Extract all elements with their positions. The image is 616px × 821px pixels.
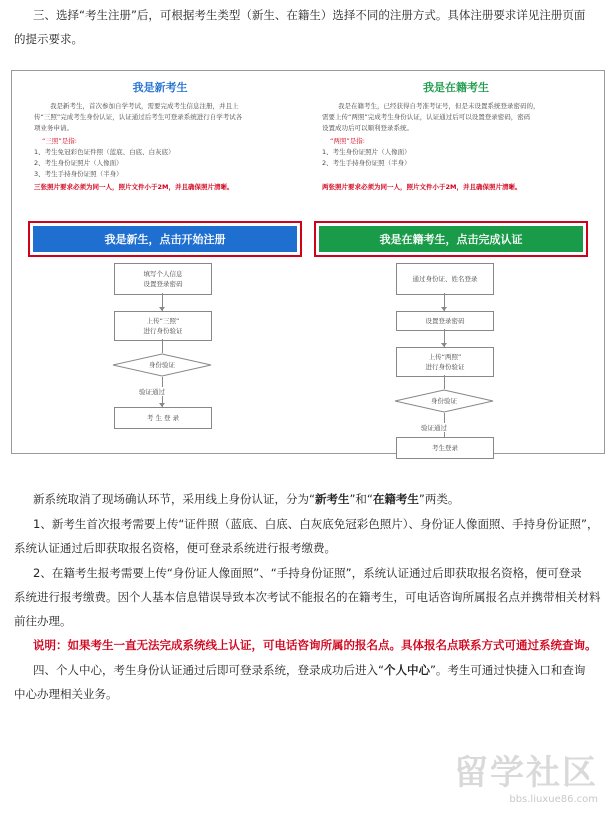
body-paragraph-2-line-1: 1、新考生首次报考需要上传“证件照（蓝底、白底、白灰底免冠彩色照片）、身份证人像面照、手持身份证照”，: [33, 517, 599, 531]
watermark-logo: 留学社区: [454, 753, 598, 793]
body-paragraph-3-line-3: 前往办理。: [14, 614, 72, 628]
flow-pass-label-right: 验证通过: [421, 424, 447, 432]
body-paragraph-3-line-2: 系统进行报考缴费。因个人基本信息错误导致本次考试不能报名的在籍考生，可电话咨询所属报名点并携带相关材料: [14, 590, 601, 604]
new-student-title: 我是新考生: [132, 81, 188, 94]
complete-authentication-button[interactable]: 我是在籍考生，点击完成认证: [319, 226, 583, 252]
flow-login-right: 考生登录: [396, 437, 494, 459]
intro-line-2: 的提示要求。: [14, 32, 83, 46]
flow-fill-info: 填写个人信息 设置登录密码: [114, 263, 212, 295]
body-paragraph-4-line-1: 四、个人中心，考生身份认证通过后即可登录系统，登录成功后进入“个人中心”。考生可通过快捷入口和查询: [33, 663, 586, 677]
registration-figure: [11, 70, 605, 454]
watermark: [454, 745, 598, 805]
new-student-button-frame: [28, 221, 302, 257]
enrolled-student-desc: 我是在籍考生，已经获得自考准考证号，但是未设置系统登录密码的， 需要上传“两照”完成考生身份认证，认证通过后可以设置登录密码，密码 设置成功后可以顺利登录系统。 “两照”是指: 1、考生身份证照片（人像面） 2、考生手持身份证照（半身） 两张照片要求必须为同一人，照片文件小于2M，并且确保照片清晰。: [322, 102, 540, 191]
body-paragraph-3-line-1: 2、在籍考生报考需要上传“身份证人像面照”、“手持身份证照”，系统认证通过后即获取报名资格，便可登录: [33, 566, 582, 580]
flow-verify-label-right: 身份验证: [431, 397, 457, 405]
flow-login: 考 生 登 录: [114, 407, 212, 429]
enrolled-student-title: 我是在籍考生: [423, 81, 489, 94]
note-text: 说明：如果考生一直无法完成系统线上认证，可电话咨询所属的报名点。具体报名点联系方式可通过系统查询。: [33, 638, 597, 652]
intro-line-1: 三、选择“考生注册”后，可根据考生类型（新生、在籍生）选择不同的注册方式。具体注册要求详见注册页面: [33, 8, 586, 22]
new-student-desc: 我是新考生，首次参加自学考试，需要完成考生信息注册，并且上 传“三照”完成考生身份认证，认证通过后考生可登录系统进行自学考试各 项业务申请。 “三照”是指: 1、考生免冠彩色证件照（蓝底、白底、白灰底） 2、考生身份证照片（人像面） 3、考生手持身份证照（半身） 三张照片要求必须为同一人，照片文件小于2M，并且确保照片清晰。: [34, 102, 243, 191]
flow-upload-three-photos: 上传“三照” 进行身份验证: [114, 311, 212, 341]
enrolled-student-button-frame: [314, 221, 588, 257]
flow-id-login: 通过身份证、姓名登录: [396, 263, 494, 295]
flow-upload-two-photos: 上传“两照” 进行身份验证: [396, 347, 494, 377]
body-paragraph-1: 新系统取消了现场确认环节，采用线上身份认证，分为“新考生”和“在籍考生”两类。: [33, 492, 460, 506]
flow-pass-label: 验证通过: [139, 388, 165, 396]
start-registration-button[interactable]: 我是新生，点击开始注册: [33, 226, 297, 252]
body-paragraph-4-line-2: 中心办理相关业务。: [14, 687, 118, 701]
flow-verify-label: 身份验证: [149, 361, 175, 369]
watermark-url: bbs.liuxue86.com: [509, 794, 598, 805]
flow-set-password: 设置登录密码: [396, 311, 494, 331]
body-paragraph-2-line-2: 系统认证通过后即获取报名资格，便可登录系统进行报考缴费。: [14, 541, 336, 555]
